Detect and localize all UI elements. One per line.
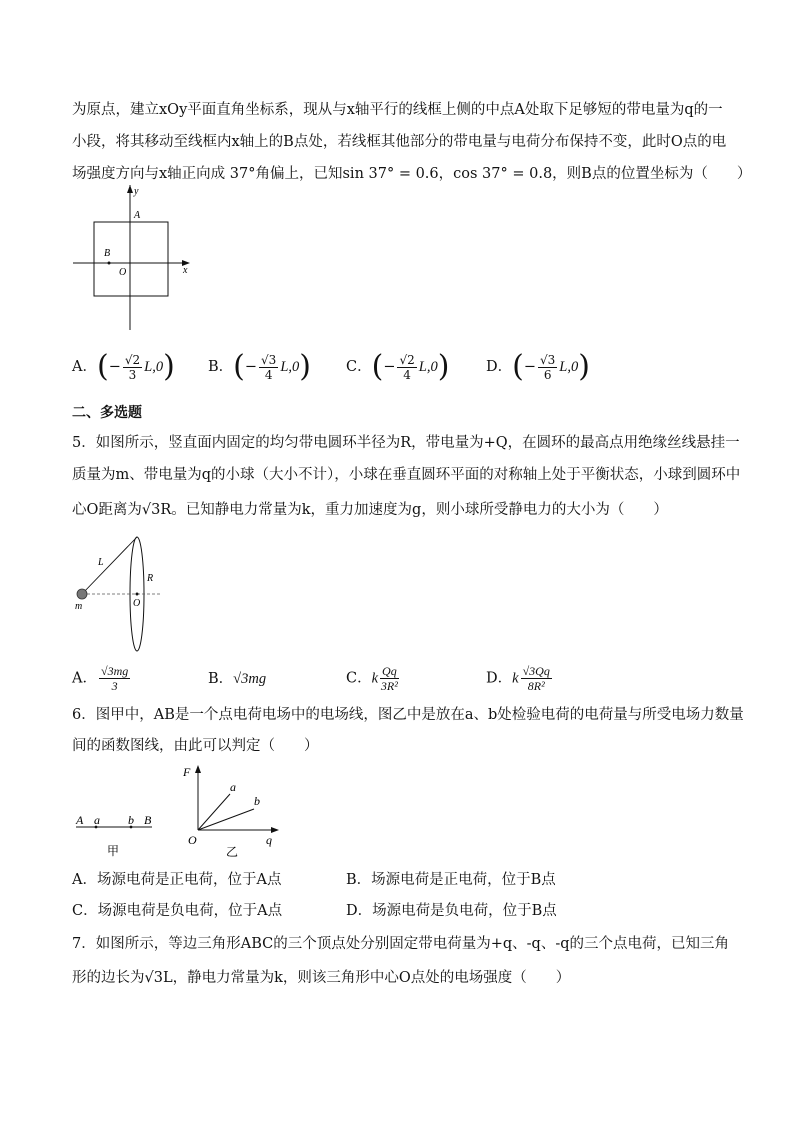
q5-option-b[interactable]: B．√3mg bbox=[208, 671, 267, 687]
q4-fig-o-label: O bbox=[119, 267, 127, 278]
q4-option-b[interactable]: B．(− $\frac{√3}{4}$ L,0) bbox=[208, 349, 311, 384]
q4-option-c[interactable]: C．(− $\frac{√2}{4}$ L,0) bbox=[346, 349, 450, 384]
q4-fig-x-label: x bbox=[183, 265, 188, 276]
q6-fig-left-B: B bbox=[144, 813, 152, 827]
q6-option-d[interactable]: D．场源电荷是负电荷，位于B点 bbox=[346, 903, 557, 919]
q6-text-line-1: 6．图甲中，AB是一个点电荷电场中的电场线，图乙中是放在a、b处检验电荷的电荷量与所受电场力数量 bbox=[72, 707, 744, 723]
q6-fig-left-a: a bbox=[94, 813, 100, 827]
q5-text-line-1: 5．如图所示，竖直面内固定的均匀带电圆环半径为R，带电量为+Q，在圆环的最高点用绝缘丝线悬挂一 bbox=[72, 435, 740, 451]
q5-text-line-2: 质量为m、带电量为q的小球（大小不计），小球在垂直圆环平面的对称轴上处于平衡状态，小球到圆环中 bbox=[72, 467, 741, 483]
q6-fig-right-a: a bbox=[230, 780, 236, 794]
q6-fig-right-caption: 乙 bbox=[226, 845, 239, 859]
section-title: 二、多选题 bbox=[72, 405, 142, 421]
q5-option-c[interactable]: C．k $\frac{Qq}{\text{3R²}}$ bbox=[346, 664, 398, 693]
q6-option-a[interactable]: A．场源电荷是正电荷，位于A点 bbox=[72, 872, 282, 888]
q6-option-c[interactable]: C．场源电荷是负电荷，位于A点 bbox=[72, 903, 283, 919]
q6-text-line-2: 间的函数图线，由此可以判定（ ） bbox=[72, 738, 319, 754]
q5-fig-o-label: O bbox=[133, 598, 141, 609]
q7-text-line-1: 7．如图所示，等边三角形ABC的三个顶点处分别固定带电荷量为+q、-q、-q的三个点电荷，已知三角 bbox=[72, 936, 730, 952]
q5-option-a[interactable]: A． $\frac{√3mg}{3}$ bbox=[72, 664, 129, 693]
q6-fig-right-O: O bbox=[188, 833, 197, 847]
q6-fig-left-A: A bbox=[76, 813, 84, 827]
q6-fig-left-b: b bbox=[128, 813, 134, 827]
q4-fig-a-label: A bbox=[134, 210, 141, 221]
q4-fig-y-label: y bbox=[134, 186, 139, 197]
q4-figure bbox=[70, 185, 195, 335]
q5-figure bbox=[70, 532, 170, 654]
q6-fig-right-b: b bbox=[254, 794, 260, 808]
q4-text-line-3: 场强度方向与x轴正向成 37°角偏上，已知sin 37° = 0.6，cos 37° = 0.8，则B点的位置坐标为（ ） bbox=[72, 166, 752, 182]
q4-fig-b-label: B bbox=[104, 248, 111, 259]
q5-fig-m-label: m bbox=[75, 601, 83, 612]
q5-fig-l-label: L bbox=[98, 557, 104, 568]
q6-fig-right-q: q bbox=[266, 833, 272, 847]
q4-option-a[interactable]: A．(− $\frac{√2}{3}$ L,0) bbox=[72, 349, 175, 384]
q6-option-b[interactable]: B．场源电荷是正电荷，位于B点 bbox=[346, 872, 556, 888]
q4-text-line-1: 为原点，建立xOy平面直角坐标系，现从与x轴平行的线框上侧的中点A处取下足够短的带电量为q的一 bbox=[72, 102, 723, 118]
q6-figure-right bbox=[180, 762, 285, 860]
q7-text-line-2: 形的边长为√3L，静电力常量为k，则该三角形中心O点处的电场强度（ ） bbox=[72, 970, 571, 986]
q6-fig-left-caption: 甲 bbox=[107, 844, 120, 858]
q5-option-d[interactable]: D．k $\frac{√3Qq}{\text{8R²}}$ bbox=[486, 664, 550, 693]
q4-option-d[interactable]: D．(− $\frac{√3}{6}$ L,0) bbox=[486, 349, 590, 384]
q6-figure-left bbox=[72, 812, 162, 860]
q4-text-line-2: 小段，将其移动至线框内x轴上的B点处，若线框其他部分的带电量与电荷分布保持不变，此时O点的电 bbox=[72, 134, 727, 150]
q5-fig-r-label: R bbox=[147, 573, 154, 584]
q5-text-line-3: 心O距离为√3R。已知静电力常量为k，重力加速度为g，则小球所受静电力的大小为（ ） bbox=[72, 502, 668, 518]
q6-fig-right-F: F bbox=[183, 765, 191, 779]
